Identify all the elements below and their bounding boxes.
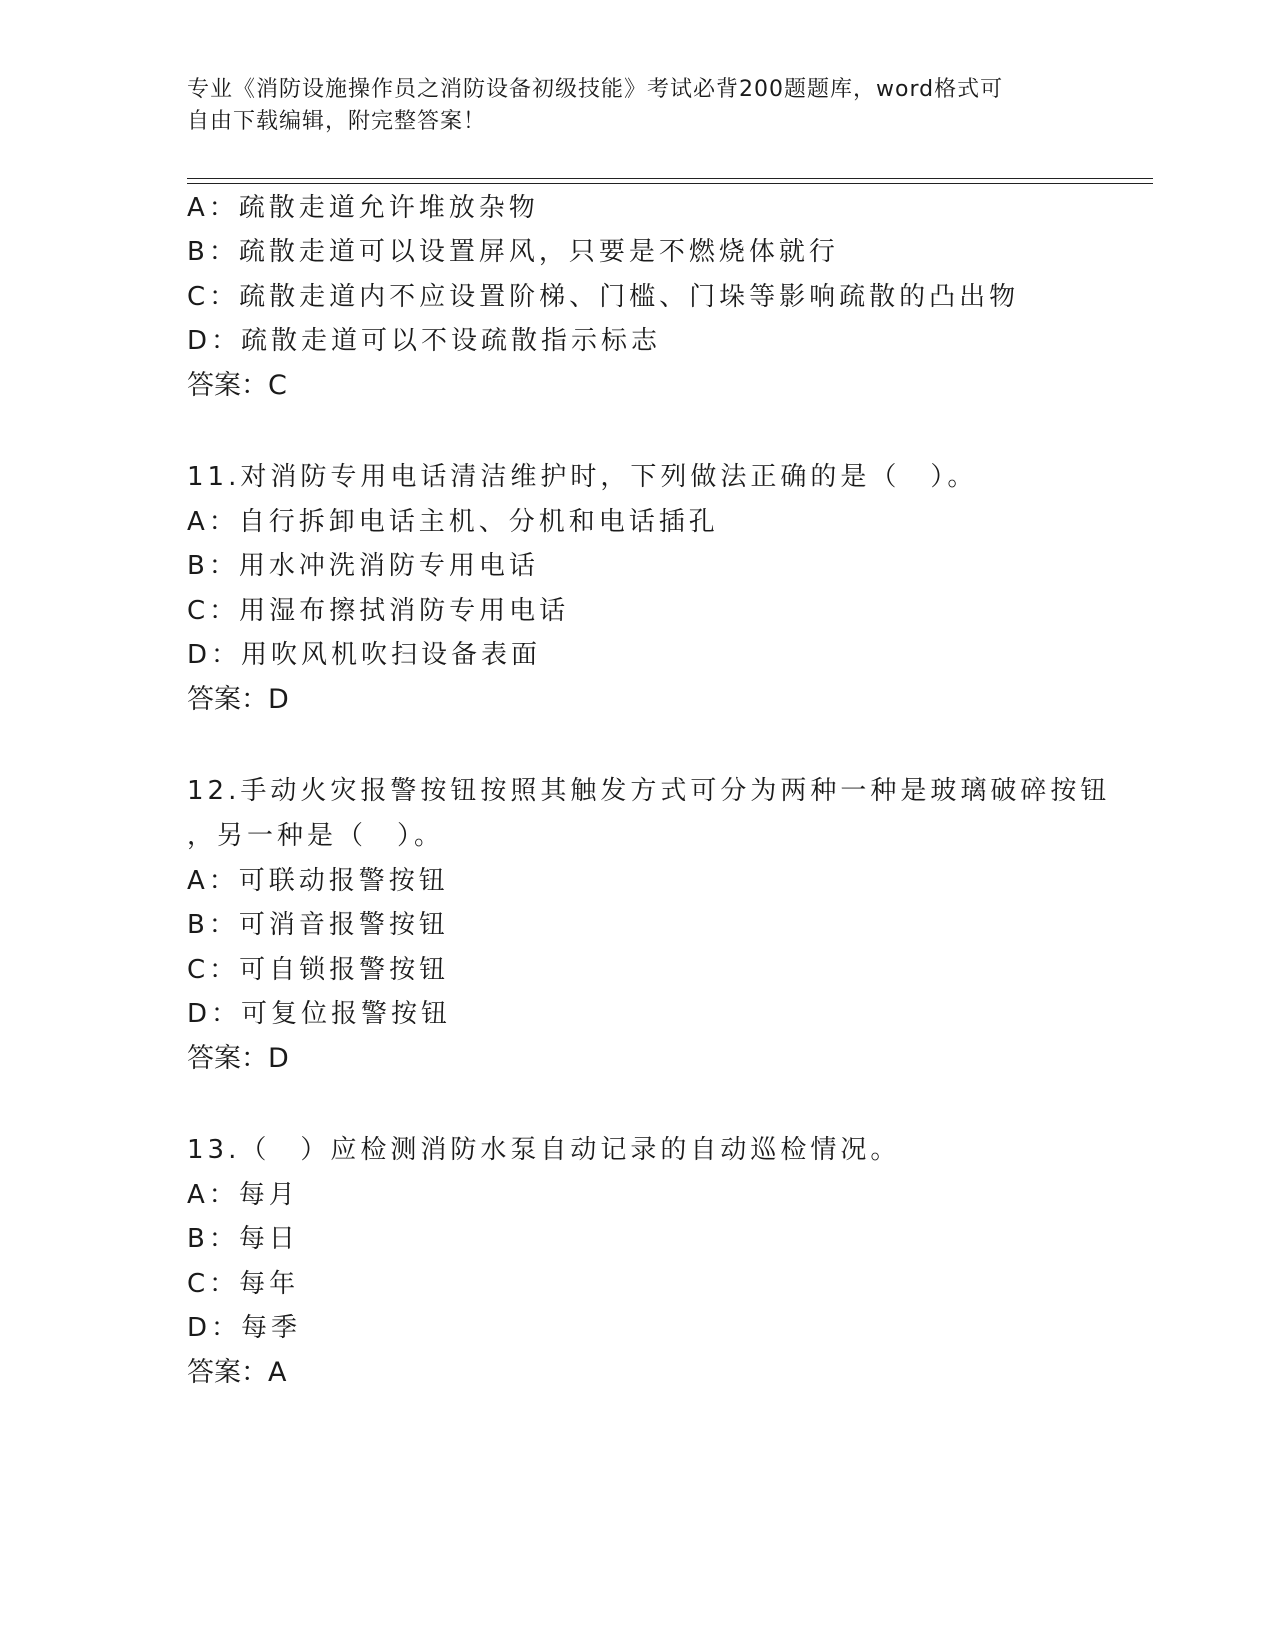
- document-header: [187, 74, 1087, 138]
- q13-answer: [187, 1356, 286, 1390]
- answer-label: 答案：: [187, 370, 268, 401]
- q12-option-d: D：可复位报警按钮: [187, 999, 452, 1029]
- q11-question: 11.对消防专用电话清洁维护时，下列做法正确的是（ ）。: [187, 462, 978, 492]
- header-line-1: 专业《消防设施操作员之消防设备初级技能》考试必背200题题库，word格式可: [187, 77, 1004, 102]
- q10-option-b: B：疏散走道可以设置屏风，只要是不燃烧体就行: [187, 237, 839, 267]
- q13-option-a: A：每月: [187, 1180, 299, 1210]
- q10-option-c: C：疏散走道内不应设置阶梯、门槛、门垛等影响疏散的凸出物: [187, 282, 1020, 312]
- q10-answer: [187, 369, 287, 403]
- answer-value: D: [268, 1043, 289, 1074]
- answer-value: A: [268, 1357, 287, 1388]
- q13-question: 13.（ ）应检测消防水泵自动记录的自动巡检情况。: [187, 1135, 901, 1165]
- q12-question-line-2: ，另一种是（ ）。: [187, 821, 445, 851]
- q10-option-d: D：疏散走道可以不设疏散指示标志: [187, 326, 662, 356]
- q12-question-line-1: 12.手动火灾报警按钮按照其触发方式可分为两种一种是玻璃破碎按钮: [187, 776, 1111, 806]
- q12-option-c: C：可自锁报警按钮: [187, 955, 450, 985]
- answer-value: D: [268, 684, 289, 715]
- answer-label: 答案：: [187, 684, 268, 715]
- q13-option-d: D：每季: [187, 1313, 302, 1343]
- q11-option-c: C：用湿布擦拭消防专用电话: [187, 596, 570, 626]
- answer-value: C: [268, 370, 287, 401]
- q12-option-a: A：可联动报警按钮: [187, 866, 449, 896]
- q11-option-b: B：用水冲洗消防专用电话: [187, 551, 539, 581]
- q12-option-b: B：可消音报警按钮: [187, 910, 449, 940]
- q10-option-a: A：疏散走道允许堆放杂物: [187, 193, 539, 223]
- answer-label: 答案：: [187, 1043, 268, 1074]
- answer-label: 答案：: [187, 1357, 268, 1388]
- q13-option-c: C：每年: [187, 1269, 300, 1299]
- q11-answer: [187, 683, 289, 717]
- header-divider-bottom: [187, 183, 1153, 184]
- header-divider-top: [187, 178, 1153, 179]
- q11-option-d: D：用吹风机吹扫设备表面: [187, 640, 542, 670]
- q12-answer: [187, 1042, 289, 1076]
- q13-option-b: B：每日: [187, 1224, 299, 1254]
- q11-option-a: A：自行拆卸电话主机、分机和电话插孔: [187, 507, 719, 537]
- header-line-2: 自由下载编辑，附完整答案！: [187, 109, 487, 134]
